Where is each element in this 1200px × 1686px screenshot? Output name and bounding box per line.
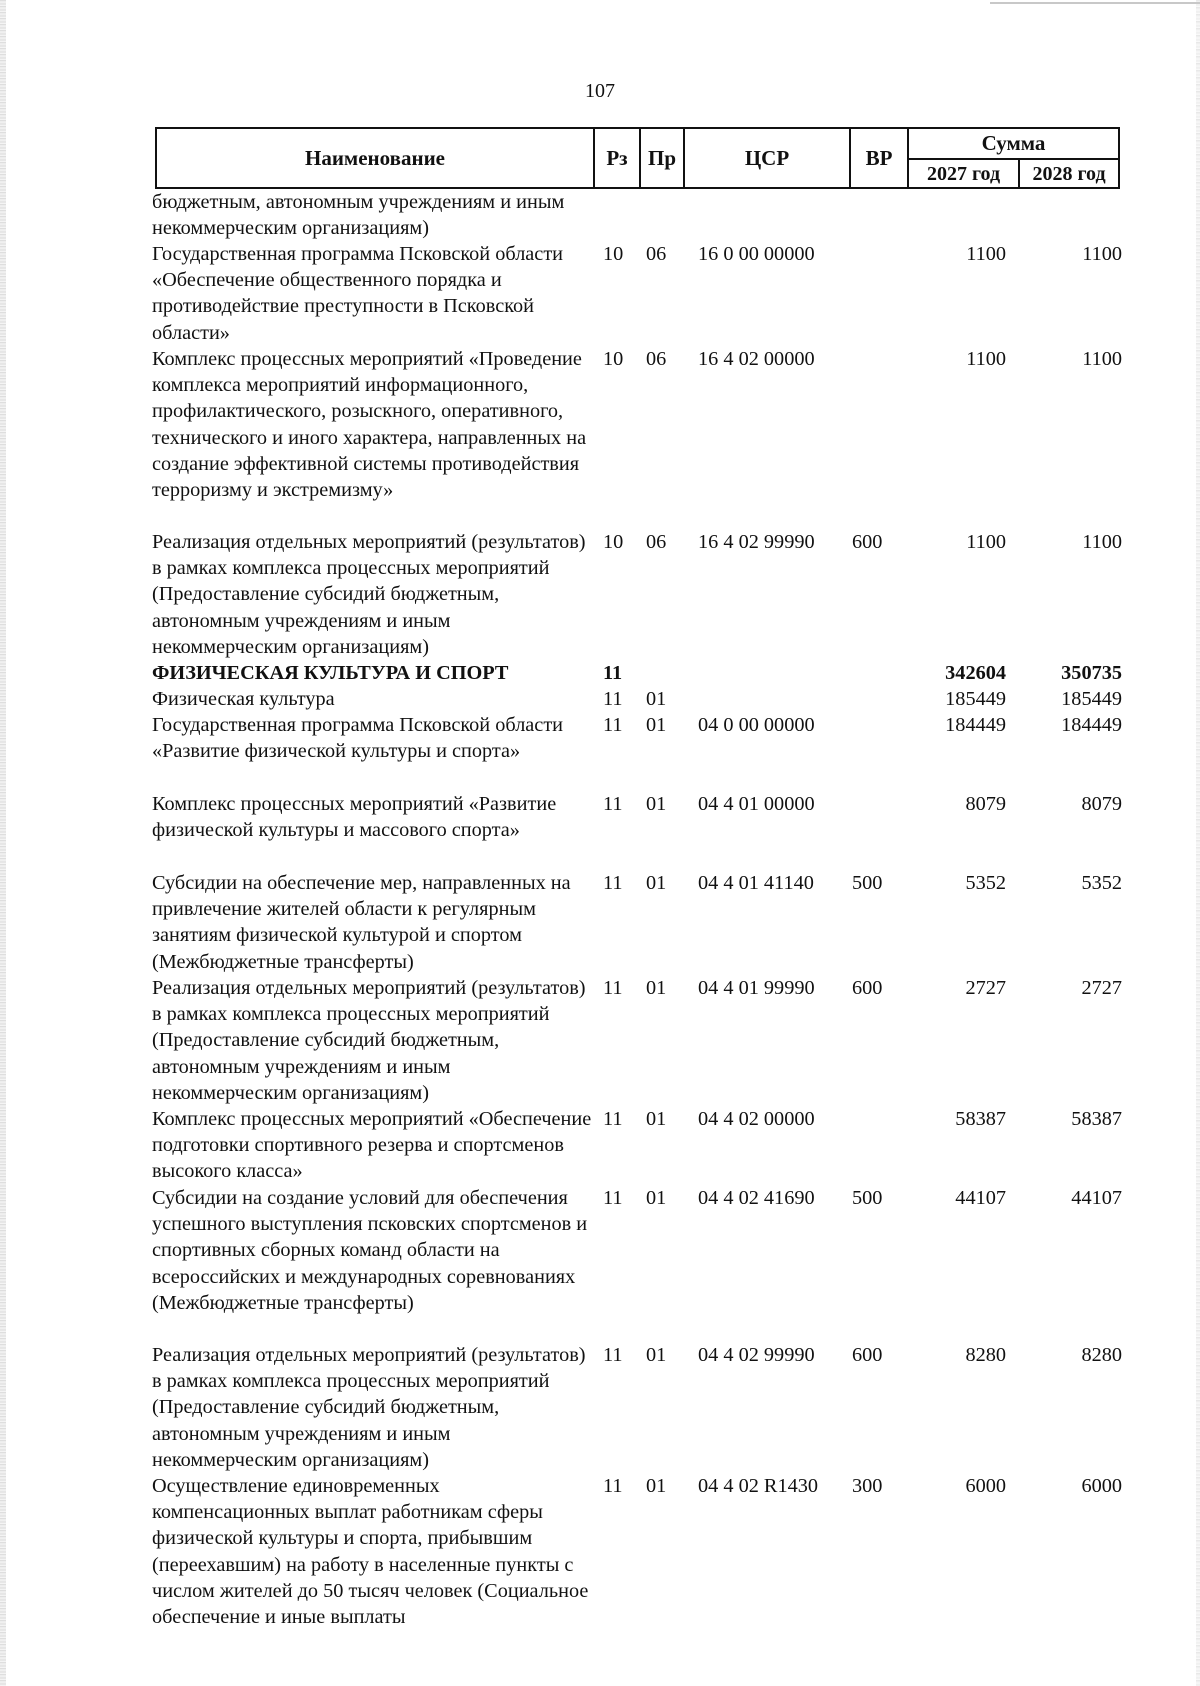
row-sum-2028: 184449: [1061, 714, 1122, 736]
row-sum-2028: 8079: [1081, 793, 1122, 815]
row-pr: 01: [646, 1108, 667, 1130]
row-vr: 500: [852, 1187, 883, 1209]
row-sum-2028: 5352: [1081, 872, 1122, 894]
table-row: [0, 791, 1200, 870]
table-row: [0, 346, 1200, 529]
header-year-2027: 2027 год: [926, 163, 1001, 185]
header-name: Наименование: [305, 145, 445, 170]
row-vr: 300: [852, 1475, 883, 1497]
row-rz: 11: [603, 977, 623, 999]
row-name: Государственная программа Псковской области «Обеспечение общественного порядка и противодействие преступности в Псковской области»: [152, 243, 564, 344]
row-csr: 04 4 02 00000: [698, 1108, 815, 1130]
row-sum-2028: 185449: [1061, 688, 1122, 710]
row-sum-2027: 2727: [965, 977, 1006, 999]
header-vr: ВР: [865, 145, 893, 170]
table-row: [0, 712, 1200, 791]
row-name: бюджетным, автономным учреждениям и иным некоммерческим организациям): [152, 191, 565, 240]
row-name: Осуществление единовременных компенсационных выплат работникам сферы физической культуры и спорта, прибывшим (переехавшим) на работу в населенные пункты с числом жителей до 50 тысяч человек (Социальное обеспечение и иные выплаты: [152, 1475, 589, 1629]
page-number: 107: [585, 80, 615, 102]
row-sum-2027: 1100: [966, 348, 1006, 370]
row-name: Комплекс процессных мероприятий «Проведение комплекса мероприятий информационного, профилактического, розыскного, оперативного, технического и иного характера, направленных на создание эффективной системы противодействия терроризму и экстремизму»: [152, 348, 587, 502]
row-pr: 01: [646, 1187, 667, 1209]
row-name: Реализация отдельных мероприятий (результатов) в рамках комплекса процессных мероприятий (Предоставление субсидий бюджетным, автономным учреждениям и иным некоммерческим организациям): [152, 531, 586, 658]
row-sum-2027: 8280: [965, 1344, 1006, 1366]
row-rz: 10: [603, 531, 624, 553]
table-row: [0, 686, 1200, 712]
row-sum-2027: 1100: [966, 243, 1006, 265]
row-csr: 04 4 01 41140: [698, 872, 814, 894]
row-sum-2027: 1100: [966, 531, 1006, 553]
row-pr: 01: [646, 872, 667, 894]
row-name: Реализация отдельных мероприятий (результатов) в рамках комплекса процессных мероприятий (Предоставление субсидий бюджетным, автономным учреждениям и иным некоммерческим организациям): [152, 977, 586, 1104]
table-row: [0, 1473, 1200, 1633]
row-pr: 06: [646, 348, 667, 370]
row-vr: 600: [852, 977, 883, 999]
row-rz: 11: [603, 714, 623, 736]
row-vr: 600: [852, 531, 883, 553]
row-rz: 11: [603, 1108, 623, 1130]
table-row: [0, 1342, 1200, 1473]
row-pr: 01: [646, 793, 667, 815]
header-rz: Рз: [606, 145, 628, 170]
header-pr: Пр: [647, 145, 676, 170]
row-sum-2028: 6000: [1081, 1475, 1122, 1497]
row-name-section: ФИЗИЧЕСКАЯ КУЛЬТУРА И СПОРТ: [152, 662, 509, 684]
row-sum-2027: 58387: [955, 1108, 1006, 1130]
row-rz: 11: [603, 872, 623, 894]
row-csr: 04 4 02 41690: [698, 1187, 815, 1209]
row-rz: 11: [603, 1475, 623, 1497]
table-row: [0, 529, 1200, 660]
table-row: [0, 241, 1200, 346]
row-rz: 11: [603, 793, 623, 815]
row-rz: 11: [603, 1187, 623, 1209]
row-name: Физическая культура: [152, 688, 335, 710]
row-csr: 16 4 02 00000: [698, 348, 815, 370]
table-row: [0, 975, 1200, 1106]
row-pr: 01: [646, 1344, 667, 1366]
scan-top-rule: [990, 2, 1200, 4]
row-name: Реализация отдельных мероприятий (результатов) в рамках комплекса процессных мероприятий (Предоставление субсидий бюджетным, автономным учреждениям и иным некоммерческим организациям): [152, 1344, 586, 1471]
row-pr: 01: [646, 714, 667, 736]
row-pr: 01: [646, 977, 667, 999]
row-rz: 10: [603, 243, 624, 265]
row-sum-2027: 5352: [965, 872, 1006, 894]
row-rz: 11: [603, 662, 623, 684]
row-sum-2027: 6000: [965, 1475, 1006, 1497]
row-sum-2028: 8280: [1081, 1344, 1122, 1366]
row-name: Комплекс процессных мероприятий «Развитие физической культуры и массового спорта»: [152, 793, 557, 842]
table-row: [0, 660, 1200, 686]
row-vr: 600: [852, 1344, 883, 1366]
header-sum: Сумма: [981, 131, 1046, 155]
row-csr: 04 4 02 99990: [698, 1344, 815, 1366]
row-csr: 16 4 02 99990: [698, 531, 815, 553]
header-csr: ЦСР: [744, 145, 790, 170]
row-csr: 04 4 02 R1430: [698, 1475, 819, 1497]
row-sum-2027: 8079: [965, 793, 1006, 815]
row-name: Субсидии на обеспечение мер, направленных на привлечение жителей области к регулярным занятиям физической культурой и спортом (Межбюджетные трансферты): [152, 872, 571, 973]
row-sum-2027: 185449: [945, 688, 1006, 710]
row-name: Государственная программа Псковской области «Развитие физической культуры и спорта»: [152, 714, 564, 763]
row-pr: 01: [646, 1475, 667, 1497]
row-csr: 04 4 01 99990: [698, 977, 815, 999]
row-sum-2027: 184449: [945, 714, 1006, 736]
row-csr: 04 4 01 00000: [698, 793, 815, 815]
row-name: Комплекс процессных мероприятий «Обеспечение подготовки спортивного резерва и спортсменов высокого класса»: [152, 1108, 592, 1183]
row-csr: 16 0 00 00000: [698, 243, 815, 265]
row-sum-2028: 350735: [1061, 662, 1122, 684]
row-sum-2028: 1100: [1082, 243, 1122, 265]
row-rz: 11: [603, 688, 623, 710]
row-vr: 500: [852, 872, 883, 894]
header-year-2028: 2028 год: [1032, 163, 1106, 185]
table-header: [155, 127, 1120, 189]
table-row: [0, 870, 1200, 975]
row-sum-2028: 44107: [1071, 1187, 1122, 1209]
table-row: [0, 189, 1200, 241]
row-rz: 10: [603, 348, 624, 370]
row-name: Субсидии на создание условий для обеспечения успешного выступления псковских спортсменов и спортивных сборных команд области на всероссийских и международных соревнованиях (Межбюджетные трансферты): [152, 1187, 588, 1314]
table-row: [0, 1185, 1200, 1342]
table-body: [0, 189, 1200, 1633]
row-pr: 01: [646, 688, 667, 710]
row-csr: 04 0 00 00000: [698, 714, 815, 736]
row-sum-2027: 342604: [945, 662, 1006, 684]
row-pr: 06: [646, 531, 667, 553]
row-sum-2028: 2727: [1081, 977, 1122, 999]
row-sum-2028: 1100: [1082, 531, 1122, 553]
row-rz: 11: [603, 1344, 623, 1366]
row-sum-2028: 58387: [1071, 1108, 1122, 1130]
row-sum-2028: 1100: [1082, 348, 1122, 370]
table-row: [0, 1106, 1200, 1185]
row-pr: 06: [646, 243, 667, 265]
row-sum-2027: 44107: [955, 1187, 1006, 1209]
